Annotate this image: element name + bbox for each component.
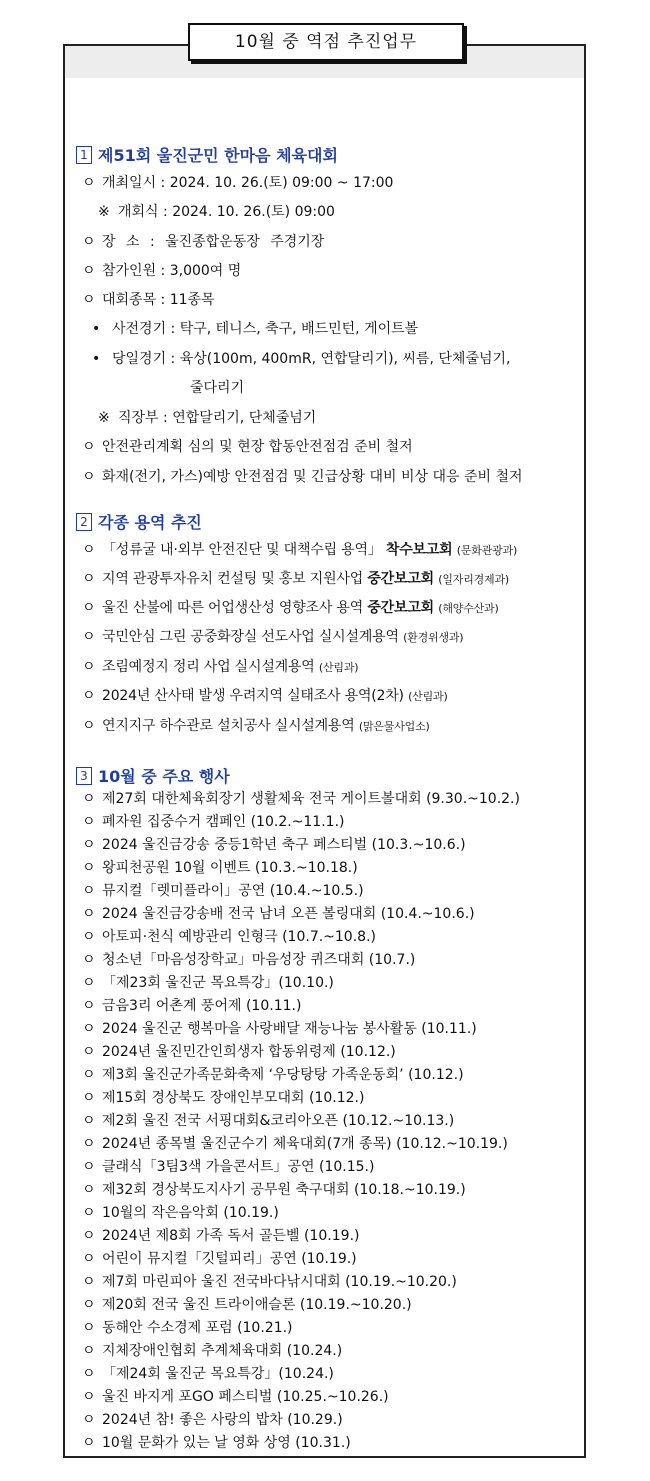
section3-title: 10월 중 주요 행사 [98, 767, 230, 786]
list-item: ㅇ 클래식「3팀3색 가을콘서트」공연 (10.15.) [82, 1159, 375, 1175]
list-item: ㅇ 2024년 산사태 발생 우려지역 실태조사 용역(2차) (산림과) [82, 688, 448, 704]
list-item: ㅇ 개최일시 : 2024. 10. 26.(토) 09:00 ~ 17:00 [82, 175, 394, 191]
section2-heading [76, 510, 202, 533]
list-item: ㅇ 연지지구 하수관로 설치공사 실시설계용역 (맑은물사업소) [82, 718, 430, 734]
list-item: ㅇ 「제24회 울진군 목요특강」(10.24.) [82, 1366, 334, 1382]
list-item: ㅇ 2024년 종목별 울진군수기 체육대회(7개 종목) (10.12.~10.19.) [82, 1136, 508, 1152]
list-item: ㅇ 2024년 제8회 가족 독서 골든벨 (10.19.) [82, 1228, 360, 1244]
list-item: ㅇ 금음3리 어촌계 풍어제 (10.11.) [82, 998, 302, 1014]
list-item: ㅇ 제32회 경상북도지사기 공무원 축구대회 (10.18.~10.19.) [82, 1182, 466, 1198]
list-item: ㅇ 10월 문화가 있는 날 영화 상영 (10.31.) [82, 1435, 351, 1451]
list-item: ※ 개회식 : 2024. 10. 26.(토) 09:00 [98, 204, 335, 220]
list-item: ㅇ 울진 바지게 포GO 페스티벌 (10.25.~10.26.) [82, 1389, 389, 1405]
section3-number: 3 [76, 767, 92, 785]
section1-number: 1 [76, 146, 92, 164]
list-item: ㅇ 화재(전기, 가스)예방 안전점검 및 긴급상황 대비 비상 대응 준비 철저 [82, 469, 523, 485]
list-item: ㅇ 10월의 작은음악회 (10.19.) [82, 1205, 279, 1221]
list-item: ㅇ 2024년 울진민간인희생자 합동위령제 (10.12.) [82, 1044, 396, 1060]
list-item: ㅇ 「제23회 울진군 목요특강」(10.10.) [82, 975, 334, 991]
list-item: ㅇ 제7회 마린피아 울진 전국바다낚시대회 (10.19.~10.20.) [82, 1274, 457, 1290]
section1-title: 제51회 울진군민 한마음 체육대회 [98, 146, 338, 165]
list-item: ㅇ 2024 울진군 행복마을 사랑배달 재능나눔 봉사활동 (10.11.) [82, 1021, 477, 1037]
list-item: ㅇ 참가인원 : 3,000여 명 [82, 263, 242, 279]
list-item: ㅇ 뮤지컬「렛미플라이」공연 (10.4.~10.5.) [82, 883, 364, 899]
list-item: ㅇ 대회종목 : 11종목 [82, 292, 215, 308]
list-item: • 당일경기 : 육상(100m, 400mR, 연합달리기), 씨름, 단체줄넘기, [92, 351, 511, 367]
list-item: ㅇ 청소년「마음성장학교」마음성장 퀴즈대회 (10.7.) [82, 952, 416, 968]
list-item: ㅇ 지체장애인협회 추계체육대회 (10.24.) [82, 1343, 343, 1359]
list-item: ㅇ 왕피천공원 10월 이벤트 (10.3.~10.18.) [82, 860, 358, 876]
list-item: ㅇ 조림예정지 정리 사업 실시설계용역 (산림과) [82, 659, 359, 675]
list-item: ㅇ 2024 울진금강송배 전국 남녀 오픈 볼링대회 (10.4.~10.6.) [82, 906, 475, 922]
section1-heading [76, 143, 338, 166]
list-item-continuation: 줄다리기 [190, 380, 245, 396]
list-item: ㅇ 제2회 울진 전국 서핑대회&코리아오픈 (10.12.~10.13.) [82, 1113, 455, 1129]
section3-heading [76, 764, 230, 787]
section2-number: 2 [76, 513, 92, 531]
list-item: ㅇ 제20회 전국 울진 트라이애슬론 (10.19.~10.20.) [82, 1297, 412, 1313]
list-item: ㅇ 제3회 울진군가족문화축제 ‘우당탕탕 가족운동회’ (10.12.) [82, 1067, 464, 1083]
list-item: • 사전경기 : 탁구, 테니스, 축구, 배드민턴, 게이트볼 [92, 321, 419, 337]
list-item: ㅇ 제15회 경상북도 장애인부모대회 (10.12.) [82, 1090, 365, 1106]
list-item: ㅇ 제27회 대한체육회장기 생활체육 전국 게이트볼대회 (9.30.~10.2.) [82, 791, 520, 807]
section2-title: 각종 용역 추진 [98, 513, 202, 532]
list-item: ㅇ 안전관리계획 심의 및 현장 합동안전점검 준비 철저 [82, 439, 413, 455]
list-item: ㅇ 울진 산불에 따른 어업생산성 영향조사 용역 중간보고회 (해양수산과) [82, 600, 499, 616]
list-item: ㅇ 지역 관광투자유치 컨설팅 및 홍보 지원사업 중간보고회 (일자리경제과) [82, 571, 509, 587]
list-item: ㅇ 국민안심 그린 공중화장실 선도사업 실시설계용역 (환경위생과) [82, 629, 464, 645]
list-item: ㅇ 어린이 뮤지컬「깃털피리」공연 (10.19.) [82, 1251, 357, 1267]
list-item: ㅇ 2024 울진금강송 중등1학년 축구 페스티벌 (10.3.~10.6.) [82, 837, 466, 853]
document-frame [63, 44, 586, 1458]
list-item: ㅇ 장 소 : 울진종합운동장 주경기장 [82, 234, 325, 250]
list-item: ㅇ 「성류굴 내·외부 안전진단 및 대책수립 용역」 착수보고회 (문화관광과) [82, 542, 518, 558]
list-item: ㅇ 2024년 참! 좋은 사랑의 밥차 (10.29.) [82, 1412, 343, 1428]
list-item: ※ 직장부 : 연합달리기, 단체줄넘기 [98, 410, 317, 426]
list-item: ㅇ 동해안 수소경제 포럼 (10.21.) [82, 1320, 293, 1336]
page-title: 10월 중 역점 추진업무 [188, 23, 464, 61]
list-item: ㅇ 아토피·천식 예방관리 인형극 (10.7.~10.8.) [82, 929, 376, 945]
list-item: ㅇ 폐자원 집중수거 캠페인 (10.2.~11.1.) [82, 814, 345, 830]
